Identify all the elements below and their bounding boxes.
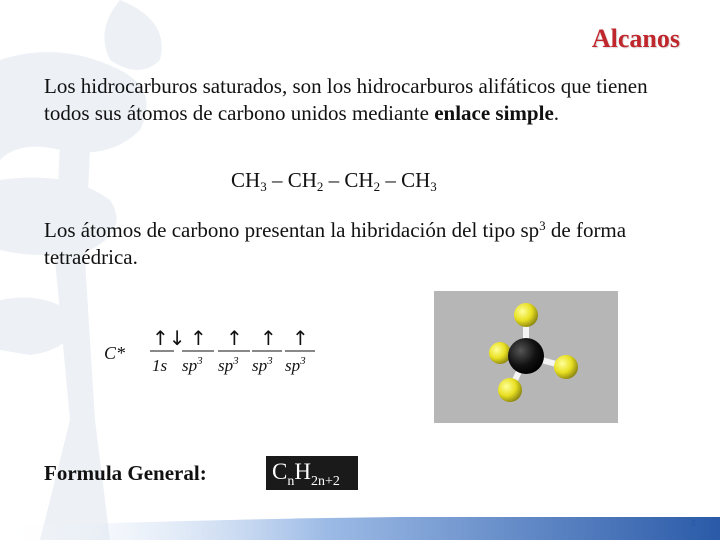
butane-formula: [231, 168, 437, 193]
orbital-sp3-2: [218, 327, 250, 375]
svg-text:↑: ↑: [226, 327, 243, 350]
general-formula-box: $C_nH_{2n+2}$: [266, 456, 358, 490]
bond-dash: –: [328, 168, 340, 192]
svg-text:↑↓: ↑↓: [152, 327, 186, 350]
orbital-1s: [150, 327, 186, 375]
formula-group: $CH_2$: [344, 168, 381, 194]
carbon-atom: [508, 338, 544, 374]
svg-text:sp3: $sp^3$: [252, 355, 273, 375]
svg-text:sp3: $sp^3$: [285, 355, 306, 375]
intro-paragraph: [44, 73, 684, 127]
general-formula-label: Formula General:: [44, 461, 207, 485]
bond-dash: –: [271, 168, 283, 192]
svg-text:↑: ↑: [292, 327, 309, 350]
orbital-sp3-1: [182, 327, 214, 375]
footer-bar: [0, 517, 720, 540]
intro-text: Los hidrocarburos saturados, son los hidrocarburos alifáticos que tienen todos sus átomos de carbono unidos mediante: [44, 74, 648, 125]
svg-text:sp3: $sp^3$: [218, 355, 239, 375]
svg-text:↑: ↑: [260, 327, 277, 350]
bond-dash: –: [385, 168, 396, 192]
formula-group: $CH_2$: [287, 168, 324, 194]
orbital-sp3-3: [252, 327, 282, 375]
methane-molecule-image: [434, 291, 618, 423]
page-number: 4: [690, 518, 697, 530]
hydrogen-atom-right: [554, 355, 578, 379]
formula-group: $CH_3$: [401, 168, 437, 194]
intro-bold-text: enlace simple: [434, 101, 554, 125]
atom-label: C*: [104, 343, 126, 363]
hydrogen-atom-back: [489, 342, 511, 364]
slide-title: Alcanos: [591, 24, 680, 53]
formula-group: $CH_3$: [231, 168, 267, 194]
hydrogen-atom-top: [514, 303, 538, 327]
svg-text:sp3: $sp^3$: [182, 355, 203, 375]
orbital-sp3-4: [285, 327, 315, 375]
hydrogen-atom-bottom: [498, 378, 522, 402]
orbital-diagram: [102, 327, 316, 379]
svg-text:↑: ↑: [190, 327, 207, 350]
svg-text:1s: 1s: [152, 356, 168, 375]
hybridization-paragraph: Los átomos de carbono presentan la hibridación del tipo $sp^3$ de forma tetraédrica.: [44, 218, 627, 269]
intro-end: .: [553, 101, 560, 125]
